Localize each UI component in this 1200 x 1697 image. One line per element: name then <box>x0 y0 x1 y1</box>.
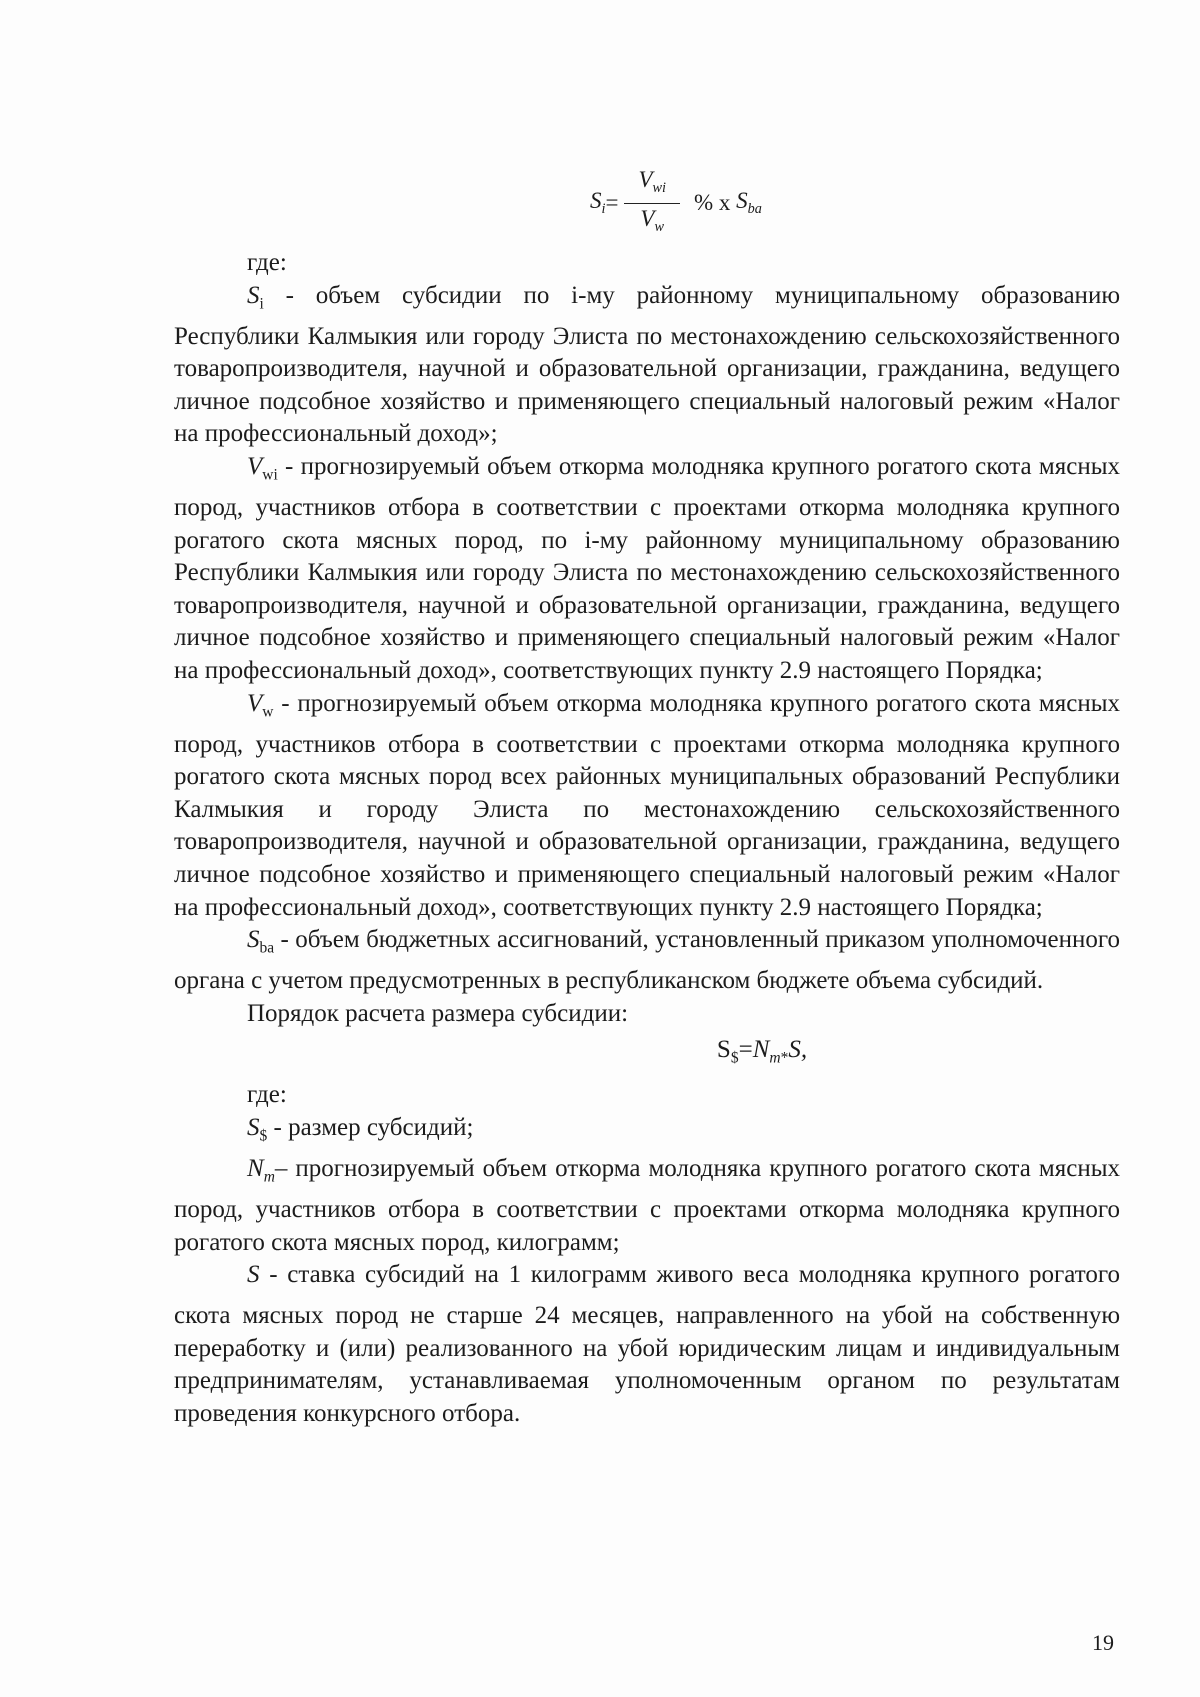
where-label: где: <box>247 1081 287 1109</box>
definition-vw: $V_w$ - прогнозируемый объем откорма молодняка крупного рогатого скота мясных пород, участников отбора в соответствии с проектами откорма молодняка крупного рогатого скота мясных пород всех районных муниципальных образований Республики Калмыкия и городу Элиста по местонахождению сельскохозяйственного товаропроизводителя, научной и образовательной организации, гражданина, ведущего личное подсобное хозяйство и применяющего специальный налоговый режим «Налог на профессиональный доход», соответствующих пункту 2.9 настоящего Порядка; <box>174 689 1120 921</box>
where-label: где: <box>247 249 287 276</box>
document-body <box>174 247 1120 1431</box>
definition-s-dollar: $S_{\$}$ - размер субсидий; <box>247 1113 474 1145</box>
calc-order-heading: Порядок расчета размера субсидии: <box>247 999 629 1027</box>
page-number: 19 <box>1092 1630 1114 1655</box>
formula-equals: = <box>605 190 619 216</box>
formula-lhs: $S_i$ <box>590 188 606 218</box>
formula-numerator: $V_{wi}$ <box>624 168 680 204</box>
formula-denominator: $V_w$ <box>640 205 664 235</box>
formula-rhs: $S_{ba}$ <box>736 188 762 218</box>
definition-sba: $S_{ba}$ - объем бюджетных ассигнований, установленный приказом уполномоченного органа с учетом предусмотренных в республиканском бюджете объема субсидий. <box>174 926 1120 995</box>
definition-s-rate: S - ставка субсидий на 1 килограмм живого веса молодняка крупного рогатого скота мясных пород не старше 24 месяцев, направленного на убой на собственную переработку и (или) реализованного на убой юридическим лицам и индивидуальным предпринимателям, устанавливаемая уполномоченным органом по результатам проведения конкурсного отбора. <box>174 1261 1120 1427</box>
subsidy-volume-formula <box>590 168 762 239</box>
definition-nm: $N_m-$ прогнозируемый объем откорма молодняка крупного рогатого скота мясных пород, участников отбора в соответствии с проектами откорма молодняка крупного рогатого скота мясных пород, килограмм; <box>174 1154 1120 1256</box>
definition-si: $S_i$ - объем субсидии по i-му районному муниципальному образованию Республики Калмыкия или городу Элиста по местонахождению сельскохозяйственного товаропроизводителя, научной и образовательной организации, гражданина, ведущего личное подсобное хозяйство и применяющего специальный налоговый режим «Налог на профессиональный доход»; <box>174 281 1120 448</box>
definition-vwi: $V_{wi}$ - прогнозируемый объем откорма молодняка крупного рогатого скота мясных пород, участников отбора в соответствии с проектами откорма молодняка крупного рогатого скота мясных пород, по i-му районному муниципальному образованию Республики Калмыкия или городу Элиста по местонахождению сельскохозяйственного товаропроизводителя, научной и образовательной организации, гражданина, ведущего личное подсобное хозяйство и применяющего специальный налоговый режим «Налог на профессиональный доход», соответствующих пункту 2.9 настоящего Порядка; <box>174 452 1120 684</box>
formula-percent-times: % x <box>693 190 737 216</box>
subsidy-size-formula: $S_{\$}=N_{m*}S$, <box>716 1036 808 1067</box>
formula-fraction <box>624 168 680 239</box>
